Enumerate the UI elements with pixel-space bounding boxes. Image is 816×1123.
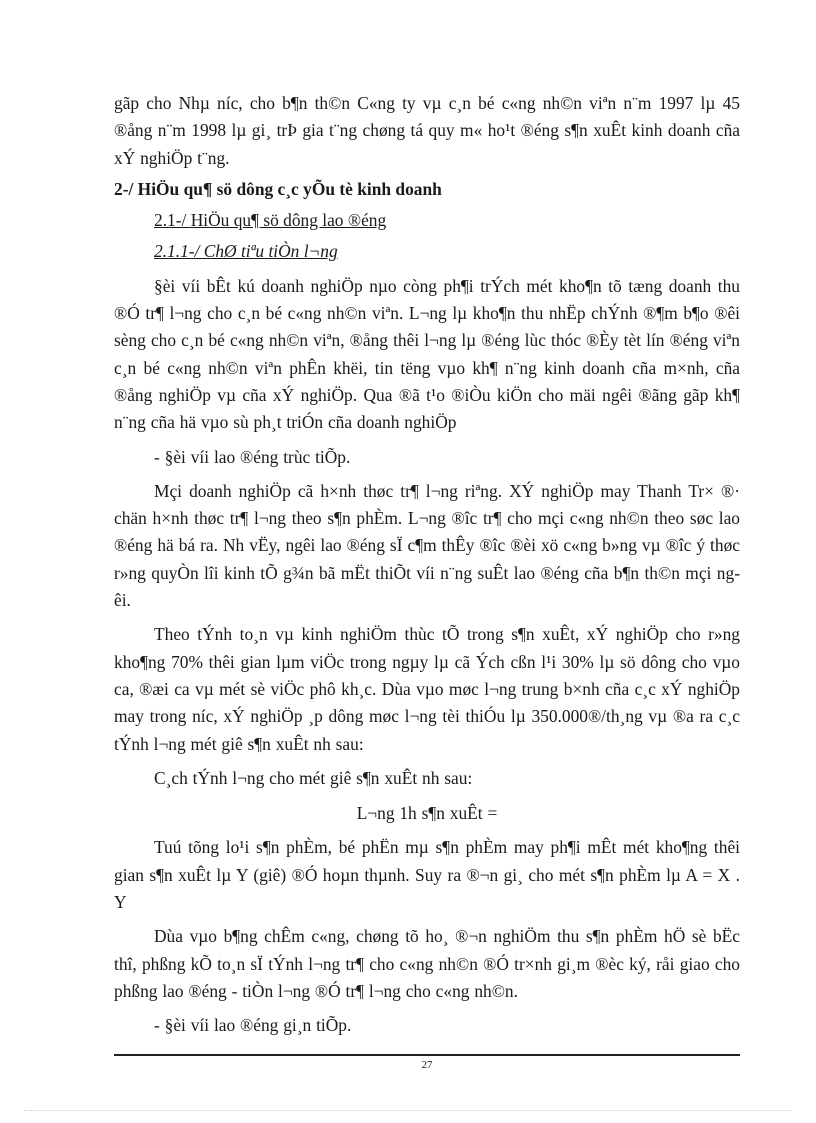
section-heading-2: 2-/ HiÖu qu¶ sö dông c¸c yÕu tè kinh doanh — [114, 178, 442, 199]
document-body — [114, 90, 740, 1040]
paragraph-direct-labor: - §èi víi lao ®éng trùc tiÕp. — [154, 446, 351, 467]
formula-hourly-wage: L¬ng 1h s¶n xuÊt = — [356, 803, 498, 824]
paragraph-timesheet: Dùa vµo b¶ng chÊm c«ng, chøng tõ ho¸ ®¬n nghiÖm thu s¶n phÈm hÖ sè bËc thî, phßng kÕ to¸n sÏ tÝnh l¬ng tr¶ cho c«ng nh©n ®Ó tr×nh gi¸m ®èc ký, råi giao cho phßng lao ®éng - tiÒn l¬ng ®Ó tr¶ l¬ng cho c«ng nh©n. — [114, 926, 740, 1001]
paragraph-hourly-calc: C¸ch tÝnh l¬ng cho mét giê s¶n xuÊt nh sau: — [154, 767, 473, 788]
paragraph-indirect-labor: - §èi víi lao ®éng gi¸n tiÕp. — [154, 1015, 352, 1036]
paragraph-salary-role: §èi víi bÊt kú doanh nghiÖp nµo còng ph¶i trÝch mét kho¶n tõ tæng doanh thu ®Ó tr¶ l¬ng cho c¸n bé c«ng nh©n viªn. L¬ng lµ kho¶n thu nhËp chÝnh ®¶m b¶o ®êi sèng cho c¸n bé c«ng nh©n viªn, ®ång thêi l¬ng lµ ®éng lùc thóc ®Èy tèt lín ®éng viªn c¸n bé c«ng nh©n viªn phÊn khëi, tin tëng vµo kh¶ n¨ng kinh doanh cña m×nh, cña ®ång nghiÖp vµ cña xÝ nghiÖp. Qua ®ã t¹o ®iÒu kiÖn cho mäi ngêi ®ãng gãp kh¶ n¨ng cña hä vµo sù ph¸t triÓn cña doanh nghiÖp — [114, 275, 740, 433]
paragraph-working-time: Theo tÝnh to¸n vµ kinh nghiÖm thùc tÕ trong s¶n xuÊt, xÝ nghiÖp cho r»ng kho¶ng 70% thêi gian lµm viÖc trong ngµy lµ cã Ých cßn l¹i 30% lµ sö dông cho vµo ca, ®æi ca vµ mét sè viÖc phô kh¸c. Dùa vµo møc l¬ng trung b×nh cña c¸c xÝ nghiÖp may trong níc, xÝ nghiÖp ¸p dông møc l¬ng tèi thiÓu lµ 350.000®/th¸ng vµ ®a ra c¸c tÝnh l¬ng mét giê s¶n xuÊt nh sau: — [114, 624, 740, 754]
subsection-heading-2-1-1: 2.1.1-/ ChØ tiªu tiÒn l¬ng — [154, 241, 338, 262]
paragraph-unit-price: Tuú tõng lo¹i s¶n phÈm, bé phËn mµ s¶n phÈm may ph¶i mÊt mét kho¶ng thêi gian s¶n xuÊt lµ Y (giê) ®Ó hoµn thµnh. Suy ra ®¬n gi¸ cho mét s¶n phÈm lµ A = X . Y — [114, 837, 740, 913]
footer-divider — [114, 1054, 740, 1056]
paragraph-piece-rate: Mçi doanh nghiÖp cã h×nh thøc tr¶ l¬ng riªng. XÝ nghiÖp may Thanh Tr× ®· chän h×nh thøc tr¶ l¬ng theo s¶n phÈm. L¬ng ®îc tr¶ cho mçi c«ng nh©n theo søc lao ®éng hä bá ra. Nh vËy, ngêi lao ®éng sÏ c¶m thÊy ®îc ®èi xö c«ng b»ng vµ ®îc ý thøc r»ng quyÒn lîi kinh tÕ g¾n bã mËt thiÕt víi n¨ng suÊt lao ®éng cña b¶n th©n mçi ngêi. — [114, 480, 740, 611]
paragraph-value-added: gãp cho Nhµ níc, cho b¶n th©n C«ng ty vµ c¸n bé c«ng nh©n viªn n¨m 1997 lµ 45 ®ång n¨m 1998 lµ gi¸ trÞ gia t¨ng chøng tá quy m« ho¹t ®éng s¶n xuÊt kinh doanh cña xÝ nghiÖp t¨ng. — [114, 93, 740, 168]
page-bottom-border — [24, 1110, 792, 1111]
page-number: 27 — [421, 1059, 433, 1071]
subsection-heading-2-1: 2.1-/ HiÖu qu¶ sö dông lao ®éng — [154, 210, 387, 231]
